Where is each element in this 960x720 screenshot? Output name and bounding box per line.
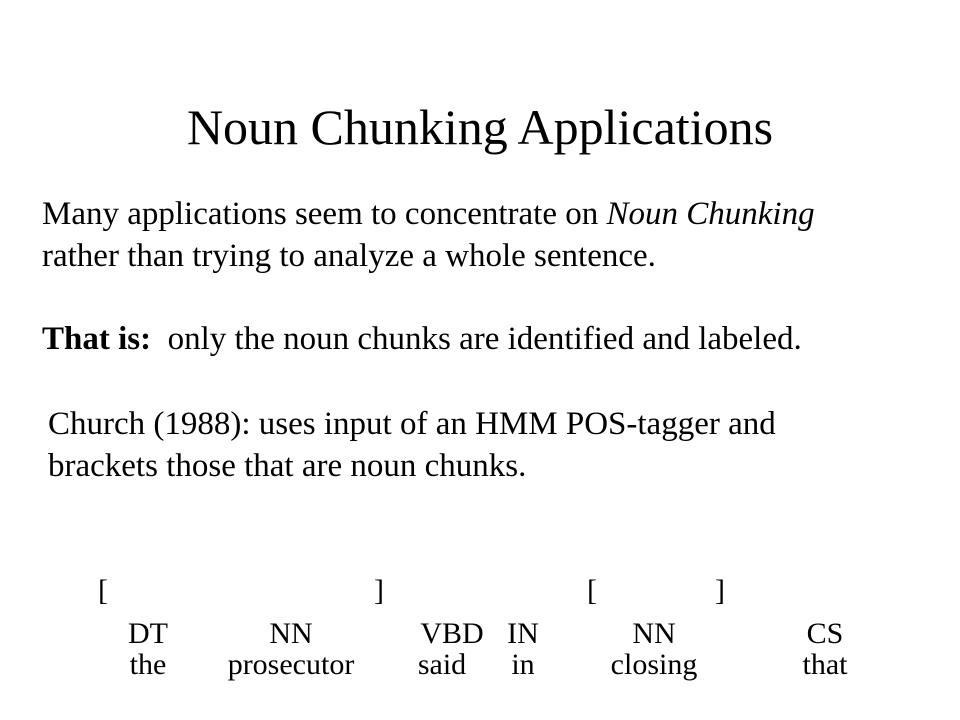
chunk-bracket-open-1: [ [98, 574, 108, 607]
intro-line-1 [42, 193, 815, 235]
intro-paragraph [42, 193, 815, 277]
sentence-word: prosecutor [227, 648, 355, 681]
sentence-word: in [511, 648, 535, 681]
chunk-bracket-close-2: ] [715, 574, 725, 607]
church-line-2: brackets those that are noun chunks. [48, 448, 527, 484]
pos-tag: DT [128, 617, 168, 650]
church-line-1: Church (1988): uses input of an HMM POS-tagger and [48, 406, 776, 442]
that-is-label: That is: [42, 321, 152, 357]
pos-tag: NN [269, 617, 313, 650]
church-paragraph [48, 403, 776, 487]
intro-line-1-text: Many applications seem to concentrate on [42, 196, 607, 232]
pos-tag: VBD [420, 617, 484, 650]
sentence-word: said [417, 648, 467, 681]
pos-tag: IN [507, 617, 539, 650]
sentence-word: closing [610, 648, 698, 681]
definition-text: only the noun chunks are identified and labeled. [151, 321, 802, 357]
sentence-word: that [802, 648, 848, 681]
noun-chunking-emphasis: Noun Chunking [606, 196, 815, 232]
pos-tag: NN [632, 617, 676, 650]
sentence-word: the [129, 648, 167, 681]
definition-paragraph [42, 318, 802, 360]
intro-line-2: rather than trying to analyze a whole sentence. [42, 238, 656, 274]
slide-title: Noun Chunking Applications [186, 99, 774, 155]
chunk-bracket-close-1: ] [374, 574, 384, 607]
chunk-bracket-open-2: [ [587, 574, 597, 607]
pos-tag: CS [806, 617, 844, 650]
